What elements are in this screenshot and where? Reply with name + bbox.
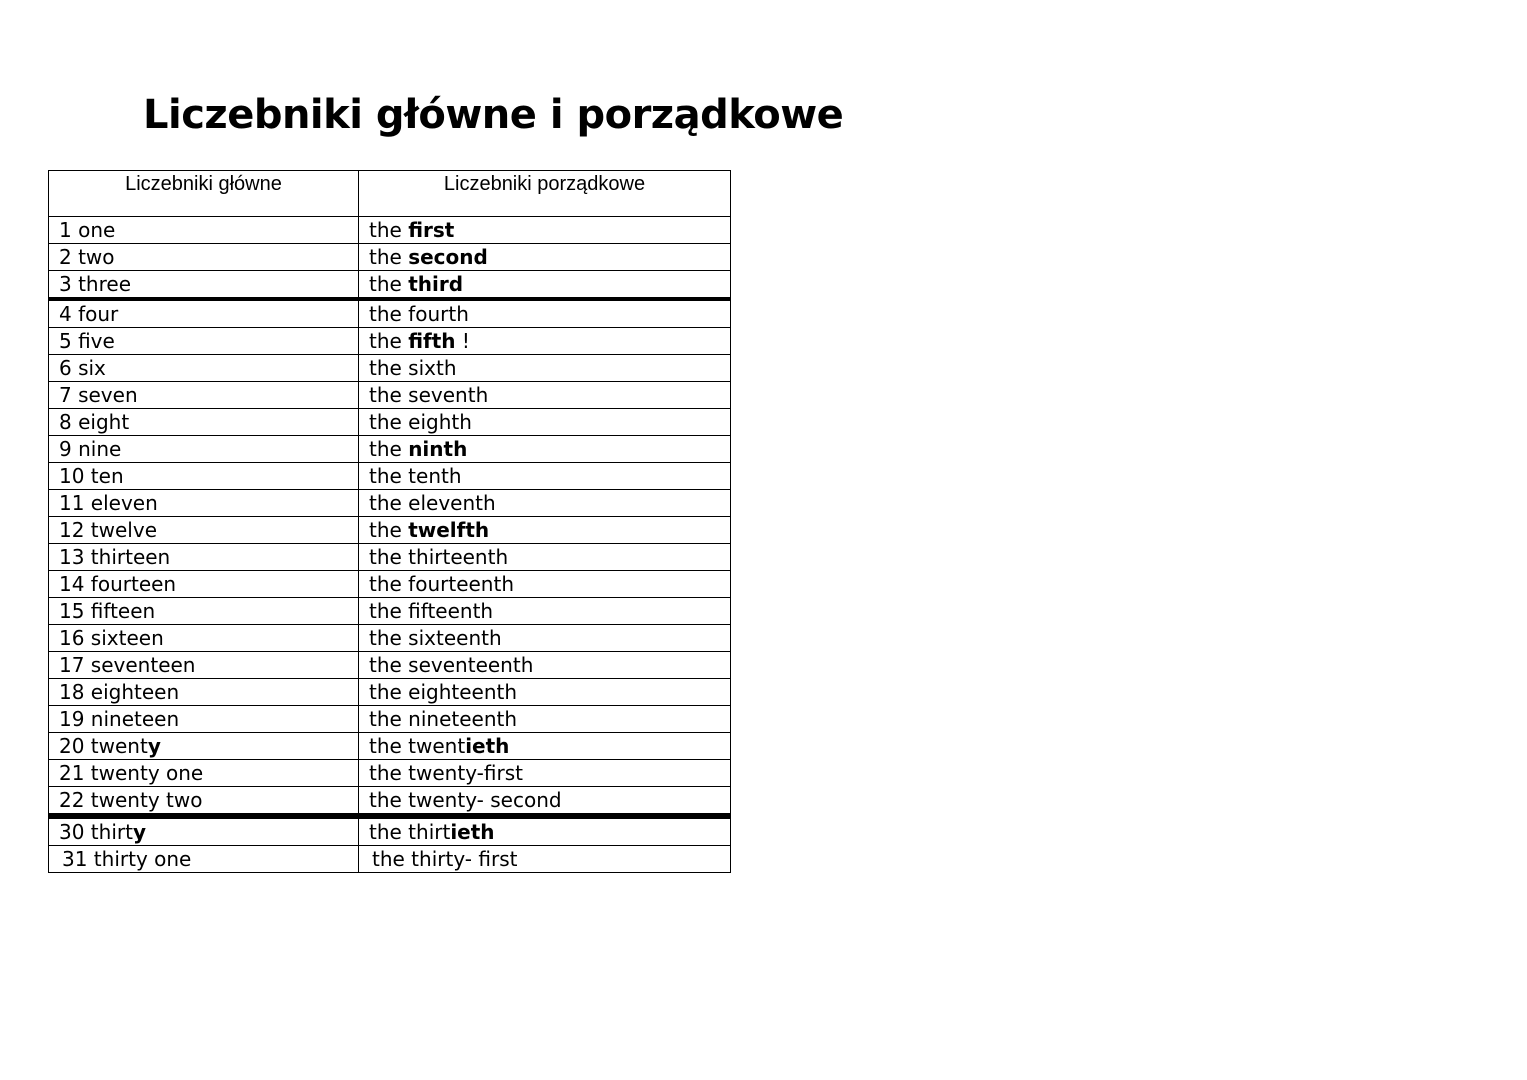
ordinal-cell bbox=[359, 598, 731, 625]
table-row bbox=[49, 816, 731, 846]
table-header-row bbox=[49, 171, 731, 217]
cardinal-cell bbox=[49, 244, 359, 271]
table-row bbox=[49, 382, 731, 409]
ordinal-cell bbox=[359, 355, 731, 382]
cardinal-cell bbox=[49, 760, 359, 787]
ordinal-bold-ending: ieth bbox=[465, 734, 510, 758]
cardinal-text: 4 four bbox=[59, 302, 119, 326]
ordinal-cell bbox=[359, 463, 731, 490]
ordinal-suffix: ! bbox=[455, 329, 470, 353]
cardinal-cell bbox=[49, 490, 359, 517]
cardinal-cell bbox=[49, 517, 359, 544]
table-row bbox=[49, 625, 731, 652]
cardinal-cell bbox=[49, 271, 359, 300]
ordinal-cell bbox=[359, 571, 731, 598]
ordinal-text: the seventeenth bbox=[369, 653, 534, 677]
table-row bbox=[49, 244, 731, 271]
cardinal-cell bbox=[49, 299, 359, 328]
table-row bbox=[49, 733, 731, 760]
ordinal-text: the sixteenth bbox=[369, 626, 502, 650]
cardinal-text: 19 nineteen bbox=[59, 707, 180, 731]
cardinal-text: 20 twent bbox=[59, 734, 148, 758]
cardinal-text: 22 twenty two bbox=[59, 788, 203, 812]
cardinal-text: 9 nine bbox=[59, 437, 122, 461]
cardinal-text: 6 six bbox=[59, 356, 106, 380]
cardinal-text: 18 eighteen bbox=[59, 680, 180, 704]
cardinal-text: 5 five bbox=[59, 329, 115, 353]
cardinal-text: 14 fourteen bbox=[59, 572, 177, 596]
ordinal-text: the thirteenth bbox=[369, 545, 509, 569]
ordinal-text: the fifteenth bbox=[369, 599, 494, 623]
ordinal-cell bbox=[359, 436, 731, 463]
ordinal-cell bbox=[359, 787, 731, 817]
page-title: Liczebniki główne i porządkowe bbox=[143, 92, 844, 138]
ordinal-cell bbox=[359, 544, 731, 571]
table-row bbox=[49, 706, 731, 733]
cardinal-text: 17 seventeen bbox=[59, 653, 196, 677]
table-row bbox=[49, 652, 731, 679]
table-row bbox=[49, 517, 731, 544]
cardinal-cell bbox=[49, 571, 359, 598]
ordinal-text: the eighth bbox=[369, 410, 472, 434]
cardinal-bold-ending: y bbox=[147, 734, 161, 758]
table-row bbox=[49, 598, 731, 625]
cardinal-cell bbox=[49, 409, 359, 436]
cardinal-text: 12 twelve bbox=[59, 518, 158, 542]
ordinal-text: the twenty- second bbox=[369, 788, 562, 812]
table-row bbox=[49, 328, 731, 355]
ordinal-text: the twenty-first bbox=[369, 761, 523, 785]
ordinal-cell bbox=[359, 733, 731, 760]
cardinal-cell bbox=[49, 706, 359, 733]
ordinal-text: the bbox=[369, 272, 409, 296]
cardinal-cell bbox=[49, 652, 359, 679]
ordinal-text: the seventh bbox=[369, 383, 489, 407]
cardinal-bold-ending: y bbox=[132, 820, 146, 844]
cardinal-cell bbox=[49, 382, 359, 409]
ordinal-bold-ending: fifth bbox=[408, 329, 456, 353]
table-row bbox=[49, 217, 731, 244]
table-row bbox=[49, 544, 731, 571]
table-row bbox=[49, 271, 731, 300]
ordinal-text: the thirty- first bbox=[372, 847, 518, 871]
cardinal-text: 11 eleven bbox=[59, 491, 158, 515]
cardinal-cell bbox=[49, 463, 359, 490]
table-row bbox=[49, 355, 731, 382]
ordinal-cell bbox=[359, 328, 731, 355]
table-row bbox=[49, 760, 731, 787]
ordinal-cell bbox=[359, 217, 731, 244]
ordinal-cell bbox=[359, 706, 731, 733]
cardinal-text: 15 fifteen bbox=[59, 599, 156, 623]
ordinal-cell bbox=[359, 652, 731, 679]
cardinal-text: 10 ten bbox=[59, 464, 124, 488]
cardinal-cell bbox=[49, 787, 359, 817]
ordinal-cell bbox=[359, 382, 731, 409]
cardinal-text: 8 eight bbox=[59, 410, 130, 434]
cardinal-text: 31 thirty one bbox=[62, 847, 192, 871]
cardinal-text: 7 seven bbox=[59, 383, 138, 407]
ordinal-text: the twent bbox=[369, 734, 466, 758]
ordinal-text: the fourth bbox=[369, 302, 469, 326]
cardinal-cell bbox=[49, 679, 359, 706]
table-row bbox=[49, 299, 731, 328]
ordinal-bold-ending: ieth bbox=[450, 820, 495, 844]
cardinal-cell bbox=[49, 544, 359, 571]
ordinal-cell bbox=[359, 846, 731, 873]
ordinal-cell bbox=[359, 517, 731, 544]
ordinal-text: the thirt bbox=[369, 820, 451, 844]
cardinal-text: 3 three bbox=[59, 272, 131, 296]
ordinal-text: the sixth bbox=[369, 356, 457, 380]
ordinal-cell bbox=[359, 679, 731, 706]
ordinal-text: the bbox=[369, 245, 409, 269]
ordinal-text: the tenth bbox=[369, 464, 462, 488]
ordinal-bold-ending: first bbox=[408, 218, 455, 242]
ordinal-cell bbox=[359, 244, 731, 271]
cardinal-cell bbox=[49, 598, 359, 625]
ordinal-cell bbox=[359, 625, 731, 652]
table-row bbox=[49, 787, 731, 817]
ordinal-cell bbox=[359, 409, 731, 436]
ordinal-text: the bbox=[369, 329, 409, 353]
cardinal-text: 2 two bbox=[59, 245, 115, 269]
ordinal-text: the bbox=[369, 218, 409, 242]
table-row bbox=[49, 436, 731, 463]
cardinal-text: 13 thirteen bbox=[59, 545, 171, 569]
table-row bbox=[49, 490, 731, 517]
cardinal-text: 1 one bbox=[59, 218, 116, 242]
cardinal-text: 16 sixteen bbox=[59, 626, 164, 650]
cardinal-cell bbox=[49, 733, 359, 760]
cardinal-cell bbox=[49, 625, 359, 652]
table-row bbox=[49, 571, 731, 598]
ordinal-text: the bbox=[369, 437, 409, 461]
cardinal-cell bbox=[49, 436, 359, 463]
cardinal-cell bbox=[49, 217, 359, 244]
header-ordinal: Liczebniki porządkowe bbox=[359, 171, 731, 217]
ordinal-text: the bbox=[369, 518, 409, 542]
table-row bbox=[49, 846, 731, 873]
cardinal-cell bbox=[49, 328, 359, 355]
cardinal-text: 21 twenty one bbox=[59, 761, 204, 785]
ordinal-text: the nineteenth bbox=[369, 707, 518, 731]
ordinal-bold-ending: third bbox=[408, 272, 464, 296]
ordinal-cell bbox=[359, 816, 731, 846]
ordinal-text: the eleventh bbox=[369, 491, 496, 515]
ordinal-text: the eighteenth bbox=[369, 680, 518, 704]
table-row bbox=[49, 409, 731, 436]
table-row bbox=[49, 463, 731, 490]
ordinal-bold-ending: ninth bbox=[408, 437, 468, 461]
header-cardinal: Liczebniki główne bbox=[49, 171, 359, 217]
numerals-table bbox=[48, 170, 731, 873]
ordinal-text: the fourteenth bbox=[369, 572, 514, 596]
ordinal-bold-ending: twelfth bbox=[408, 518, 490, 542]
cardinal-text: 30 thirt bbox=[59, 820, 133, 844]
ordinal-cell bbox=[359, 271, 731, 300]
cardinal-cell bbox=[49, 816, 359, 846]
table-row bbox=[49, 679, 731, 706]
ordinal-cell bbox=[359, 299, 731, 328]
cardinal-cell bbox=[49, 846, 359, 873]
ordinal-cell bbox=[359, 760, 731, 787]
ordinal-cell bbox=[359, 490, 731, 517]
cardinal-cell bbox=[49, 355, 359, 382]
ordinal-bold-ending: second bbox=[408, 245, 488, 269]
